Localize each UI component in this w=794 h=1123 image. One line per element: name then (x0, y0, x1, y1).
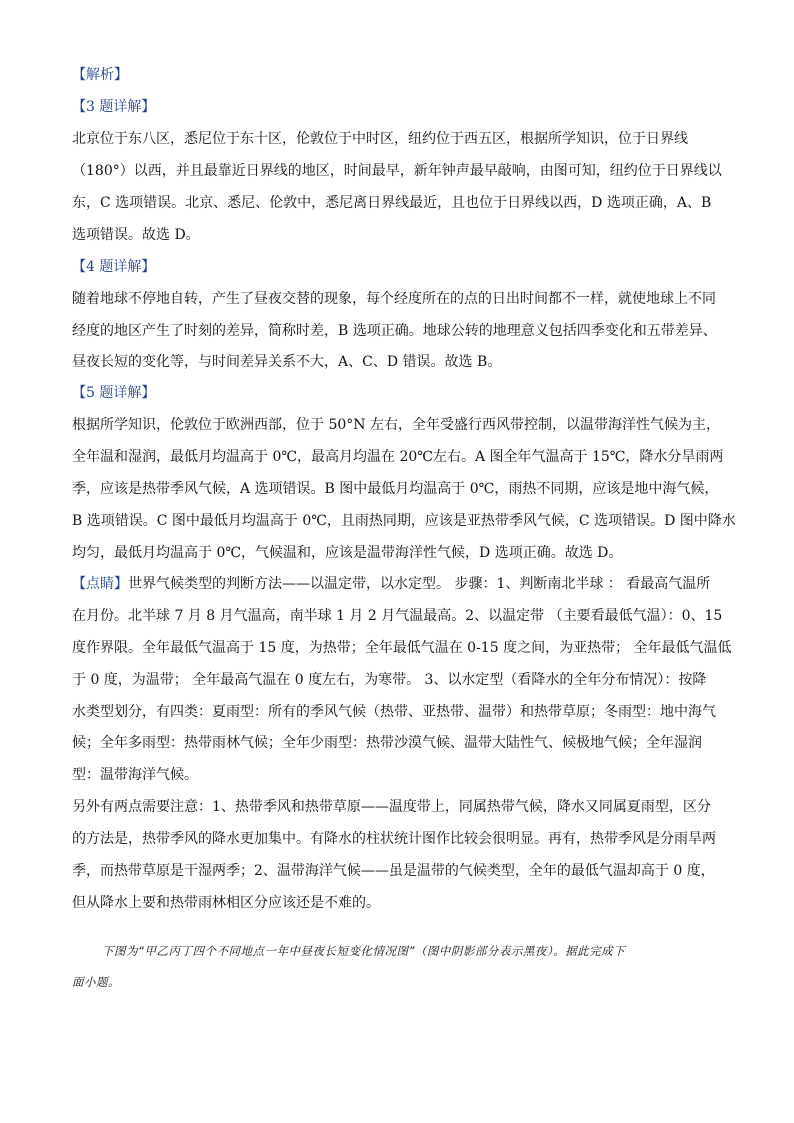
extra-line: 的方法是，热带季风的降水更加集中。有降水的柱状统计图作比较会很明显。再有，热带季风是分雨旱两 (72, 831, 716, 847)
extra-line: 但从降水上要和热带雨林相区分应该还是不难的。 (72, 895, 380, 911)
tip-heading: 【点睛】 (72, 576, 128, 592)
next-question-line: 面小题。 (72, 975, 120, 989)
next-question-line: 下图为“甲乙丙丁四个不同地点一年中昼夜长短变化情况图”（图中阴影部分表示黑夜）。据此完成下 (102, 944, 626, 958)
q3-heading: 【3 题详解】 (72, 99, 156, 115)
tip-line: 度作界限。全年最低气温高于 15 度，为热带；全年最低气温在 0-15 度之间，为亚热带； 全年最低气温低 (72, 640, 732, 656)
analysis-heading: 【解析】 (72, 67, 128, 83)
q5-line: B 选项错误。C 图中最低月均温高于 0℃，且雨热同期，应该是亚热带季风气候，C 选项错误。D 图中降水 (72, 513, 736, 529)
tip-first-line (72, 574, 710, 594)
q3-line: 北京位于东八区，悉尼位于东十区，伦敦位于中时区，纽约位于西五区，根据所学知识，位于日界线 (72, 131, 688, 147)
q3-line: 东，C 选项错误。北京、悉尼、伦敦中，悉尼离日界线最近，且也位于日界线以西，D 选项正确，A、B (72, 195, 712, 211)
q5-line: 季，应该是热带季风气候，A 选项错误。B 图中最低月均温高于 0℃，雨热不同期，应该是地中海气候， (72, 481, 719, 497)
tip-line: 于 0 度，为温带； 全年最高气温在 0 度左右，为寒带。 3、以水定型（看降水的全年分布情况）：按降 (72, 672, 707, 688)
q4-line: 随着地球不停地自转，产生了昼夜交替的现象，每个经度所在的点的日出时间都不一样，就使地球上不同 (72, 291, 716, 307)
q5-line: 均匀，最低月均温高于 0℃，气候温和，应该是温带海洋性气候，D 选项正确。故选 D。 (72, 545, 623, 561)
q4-line: 昼夜长短的变化等，与时间差异关系不大，A、C、D 错误。故选 B。 (72, 354, 502, 370)
q3-line: 选项错误。故选 D。 (72, 227, 200, 243)
tip-line: 候；全年多雨型：热带雨林气候；全年少雨型：热带沙漠气候、温带大陆性气、候极地气候；全年湿润 (72, 735, 702, 751)
tip-line: 型：温带海洋气候。 (72, 767, 198, 783)
q5-line: 全年温和湿润，最低月均温高于 0℃，最高月均温在 20℃左右。A 图全年气温高于 15℃，降水分旱雨两 (72, 449, 724, 465)
tip-line: 世界气候类型的判断方法——以温定带，以水定型。 步骤：1、判断南北半球 ： 看最高气温所 (128, 576, 711, 592)
tip-line: 在月份。北半球 7 月 8 月气温高，南半球 1 月 2 月气温最高。2、以温定带 （主要看最低气温）：0、15 (72, 608, 723, 624)
q5-heading: 【5 题详解】 (72, 385, 156, 401)
q3-line: （180°）以西，并且最靠近日界线的地区，时间最早，新年钟声最早敲响，由图可知，纽约位于日界线以 (72, 163, 722, 179)
tip-line: 水类型划分，有四类：夏雨型：所有的季风气候（热带、亚热带、温带）和热带草原；冬雨型：地中海气 (72, 704, 716, 720)
q4-heading: 【4 题详解】 (72, 259, 156, 275)
extra-line: 季，而热带草原是干湿两季；2、温带海洋气候——虽是温带的气候类型，全年的最低气温却高于 0 度， (72, 863, 715, 879)
extra-line: 另外有两点需要注意：1、热带季风和热带草原——温度带上，同属热带气候，降水又同属夏雨型，区分 (72, 799, 711, 815)
q4-line: 经度的地区产生了时刻的差异，简称时差，B 选项正确。地球公转的地理意义包括四季变化和五带差异、 (72, 323, 717, 339)
q5-line: 根据所学知识，伦敦位于欧洲西部，位于 50°N 左右，全年受盛行西风带控制，以温带海洋性气候为主， (72, 417, 720, 433)
